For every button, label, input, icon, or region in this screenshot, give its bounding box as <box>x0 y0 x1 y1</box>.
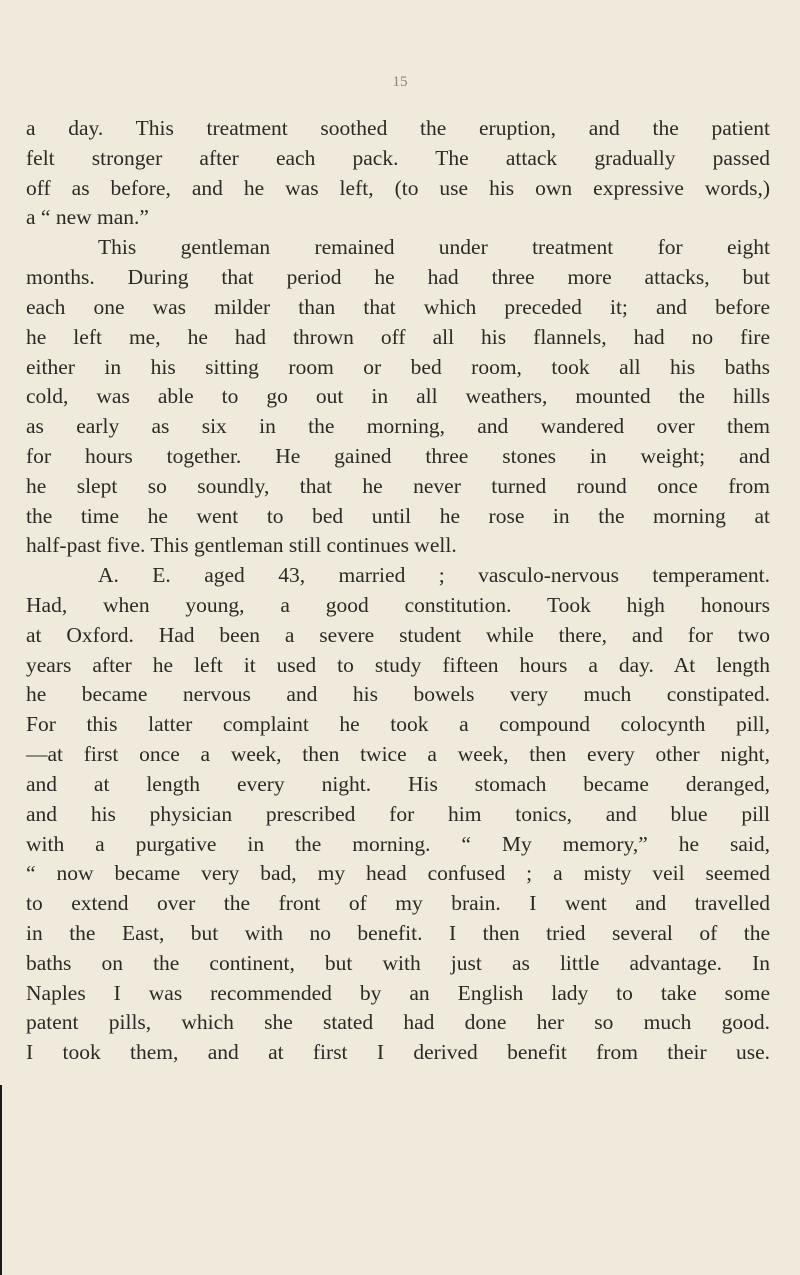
text-line: baths on the continent, but with just as little advantage. In <box>26 950 770 975</box>
text-line: off as before, and he was left, (to use his own expressive words,) <box>26 175 770 200</box>
text-line: patent pills, which she stated had done her so much good. <box>26 1010 770 1035</box>
text-line: a day. This treatment soothed the eruption, and the patient <box>26 116 770 140</box>
page-number: 15 <box>392 74 408 90</box>
text-line: This gentleman remained under treatment for eight <box>98 235 770 260</box>
text-line: the time he went to bed until he rose in the morning at <box>26 503 770 528</box>
text-line: a “ new man.” <box>26 205 149 230</box>
text-line: years after he left it used to study fifteen hours a day. At length <box>26 652 770 677</box>
text-line: Naples I was recommended by an English lady to take some <box>26 980 770 1005</box>
text-line: either in his sitting room or bed room, took all his baths <box>26 354 770 379</box>
text-line: he left me, he had thrown off all his flannels, had no fire <box>26 324 770 349</box>
text-line: as early as six in the morning, and wandered over them <box>26 414 770 439</box>
text-line: for hours together. He gained three stones in weight; and <box>26 443 770 468</box>
binding-edge-mark <box>0 1085 2 1275</box>
text-line: at Oxford. Had been a severe student while there, and for two <box>26 622 770 647</box>
text-line: each one was milder than that which preceded it; and before <box>26 294 770 319</box>
text-line: Had, when young, a good constitution. Took high honours <box>26 593 770 617</box>
text-line: months. During that period he had three more attacks, but <box>26 265 770 290</box>
text-line: and at length every night. His stomach became deranged, <box>26 771 770 796</box>
text-line: —at first once a week, then twice a week, then every other night, <box>26 742 770 767</box>
text-line: he slept so soundly, that he never turned round once from <box>26 473 770 498</box>
text-line: cold, was able to go out in all weathers, mounted the hills <box>26 384 770 409</box>
text-line: felt stronger after each pack. The attack gradually passed <box>26 145 770 170</box>
text-line: and his physician prescribed for him tonics, and blue pill <box>26 801 770 826</box>
text-line: I took them, and at first I derived benefit from their use. <box>26 1040 770 1065</box>
text-line: in the East, but with no benefit. I then tried several of the <box>26 920 770 945</box>
text-line: For this latter complaint he took a compound colocynth pill, <box>26 712 770 737</box>
text-line: to extend over the front of my brain. I went and travelled <box>26 891 770 916</box>
text-line: half-past five. This gentleman still continues well. <box>26 533 457 558</box>
text-line: he became nervous and his bowels very much constipated. <box>26 682 770 707</box>
text-line: with a purgative in the morning. “ My memory,” he said, <box>26 831 770 856</box>
body-text <box>26 114 770 1068</box>
text-line: A. E. aged 43, married ; vasculo-nervous temperament. <box>98 563 770 588</box>
text-line: “ now became very bad, my head confused ; a misty veil seemed <box>26 861 770 886</box>
